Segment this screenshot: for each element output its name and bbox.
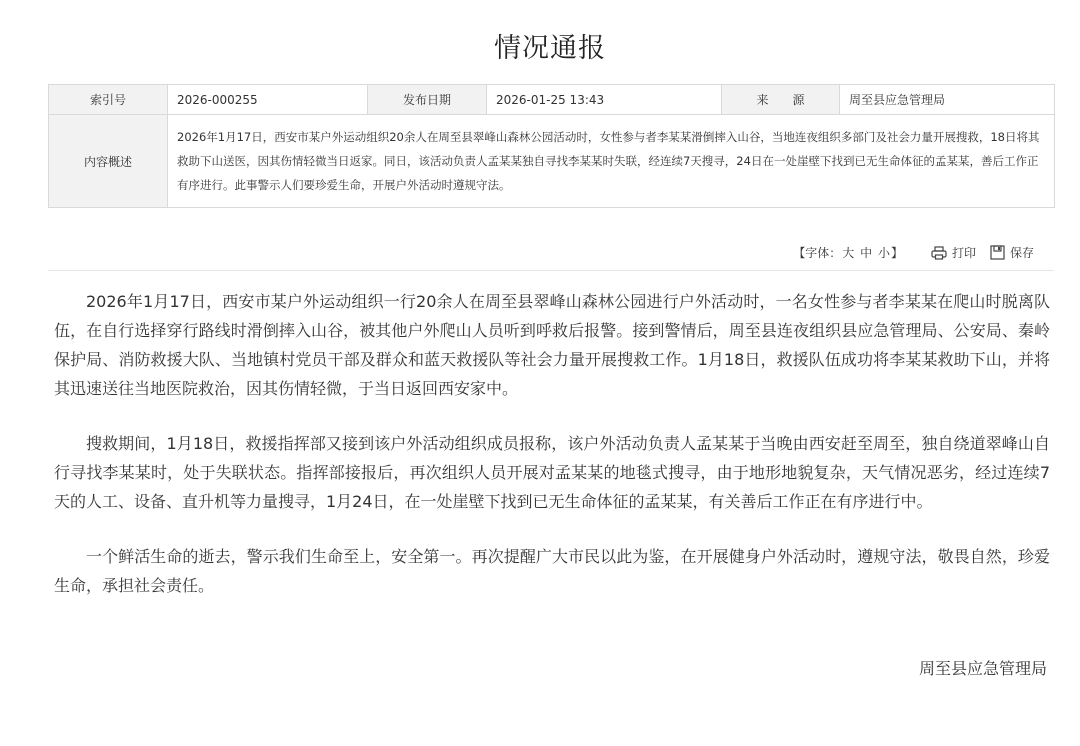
toolbar-divider bbox=[48, 270, 1054, 271]
info-table bbox=[48, 84, 1055, 208]
info-row-summary bbox=[49, 115, 1055, 208]
save-icon bbox=[990, 245, 1005, 260]
article-toolbar bbox=[793, 244, 1042, 261]
source-value: 周至县应急管理局 bbox=[840, 85, 1055, 115]
print-label: 打印 bbox=[951, 246, 976, 260]
publish-date-label: 发布日期 bbox=[368, 85, 487, 115]
article-paragraph-3: 一个鲜活生命的逝去，警示我们生命至上，安全第一。再次提醒广大市民以此为鉴，在开展健身户外活动时，遵规守法，敬畏自然，珍爱生命，承担社会责任。 bbox=[54, 547, 1050, 595]
save-label: 保存 bbox=[1009, 246, 1034, 260]
save-button[interactable] bbox=[990, 244, 1034, 261]
info-row-meta bbox=[49, 85, 1055, 115]
font-size-selector bbox=[793, 244, 903, 261]
page-title: 情况通报 bbox=[494, 33, 606, 64]
printer-icon bbox=[931, 246, 947, 260]
article-body bbox=[54, 287, 1050, 626]
signature: 周至县应急管理局 bbox=[918, 659, 1047, 678]
print-button[interactable] bbox=[931, 244, 976, 261]
article-paragraph-1: 2026年1月17日，西安市某户外运动组织一行20余人在周至县翠峰山森林公园进行户外活动时，一名女性参与者李某某在爬山时脱离队伍，在自行选择穿行路线时滑倒摔入山谷，被其他户外爬山人员听到呼救后报警。接到警情后，周至县连夜组织县应急管理局、公安局、秦岭保护局、消防救援大队、当地镇村党员干部及群众和蓝天救援队等社会力量开展搜救工作。1月18日，救援队伍成功将李某某救助下山，并将其迅速送往当地医院救治，因其伤情轻微，于当日返回西安家中。 bbox=[54, 292, 1050, 398]
article-paragraph-2: 搜救期间，1月18日，救援指挥部又接到该户外活动组织成员报称，该户外活动负责人孟某某于当晚由西安赶至周至，独自绕道翠峰山自行寻找李某某时，处于失联状态。指挥部接报后，再次组织人员开展对孟某某的地毯式搜寻，由于地形地貌复杂，天气情况恶劣，经过连续7天的人工、设备、直升机等力量搜寻，1月24日，在一处崖壁下找到已无生命体征的孟某某，有关善后工作正在有序进行中。 bbox=[54, 434, 1050, 511]
font-size-medium-link[interactable]: 中 bbox=[860, 246, 873, 260]
font-size-small-link[interactable]: 小 bbox=[877, 246, 890, 260]
index-value: 2026-000255 bbox=[168, 85, 368, 115]
font-size-prefix: 【字体： bbox=[793, 246, 842, 260]
summary-label: 内容概述 bbox=[49, 115, 168, 208]
font-size-suffix: 】 bbox=[890, 246, 903, 260]
font-size-large-link[interactable]: 大 bbox=[842, 246, 855, 260]
index-label: 索引号 bbox=[49, 85, 168, 115]
summary-value: 2026年1月17日，西安市某户外运动组织20余人在周至县翠峰山森林公园活动时，女性参与者李某某滑倒摔入山谷，当地连夜组织多部门及社会力量开展搜救，18日将其救助下山送医，因其伤情轻微当日返家。同日，该活动负责人孟某某独自寻找李某某时失联，经连续7天搜寻，24日在一处崖壁下找到已无生命体征的孟某某，善后工作正有序进行。此事警示人们要珍爱生命，开展户外活动时遵规守法。 bbox=[168, 115, 1055, 208]
source-label: 来 源 bbox=[722, 85, 840, 115]
publish-date-value: 2026-01-25 13:43 bbox=[487, 85, 722, 115]
